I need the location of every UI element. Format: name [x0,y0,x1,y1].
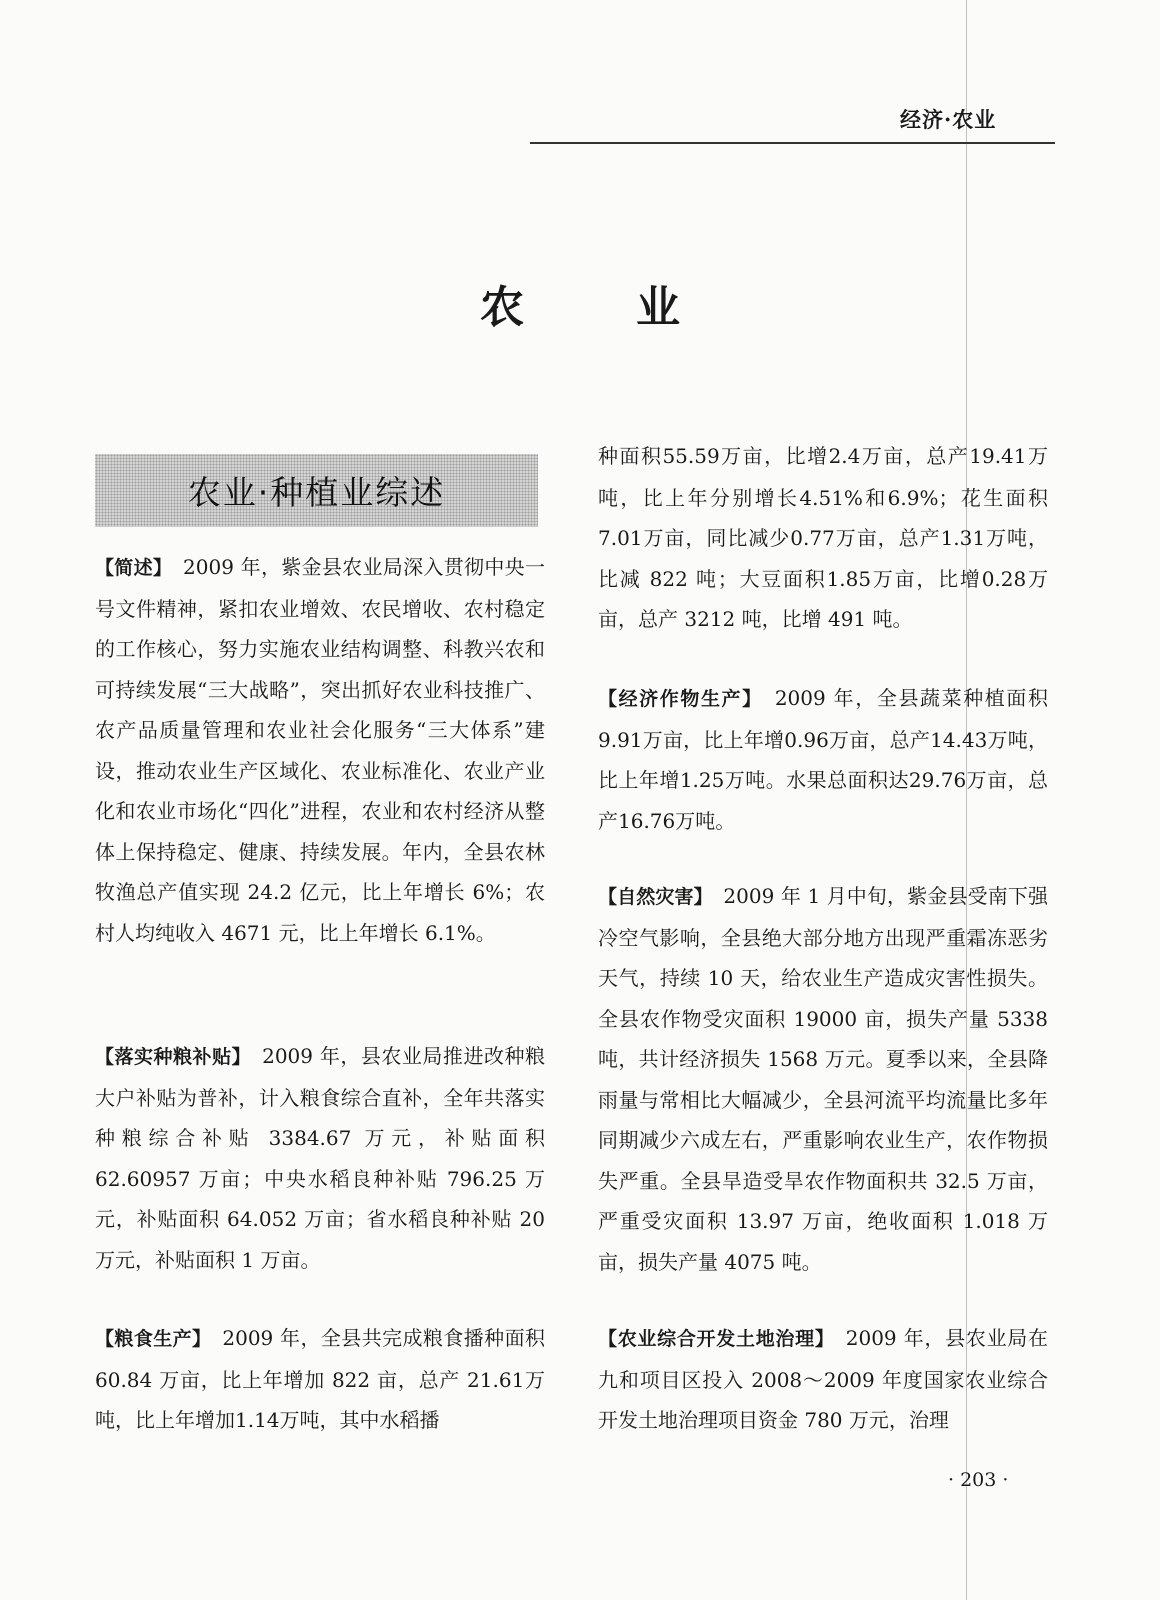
paragraph-cash-crops [598,678,1048,841]
paragraph-text: 2009 年，县农业局在九和项目区投入 2008～2009 年度国家农业综合开发土地治理项目资金 780 万元，治理 [598,1326,1048,1432]
page-title: 农业 [480,282,680,333]
section-title-box [95,454,538,527]
paragraph-grain-production [95,1318,545,1441]
paragraph-text: 2009 年，县农业局推进改种粮大户补贴为普补，计入粮食综合直补，全年共落实种粮综合补贴 3384.67 万元，补贴面积 62.60957 万亩；中央水稻良种补贴 796.25 万元，补贴面积 64.052 万亩；省水稻良种补贴 20 万元，补贴面积 1 万亩。 [95,1044,545,1272]
paragraph-text: 2009 年 1 月中旬，紫金县受南下强冷空气影响，全县绝大部分地方出现严重霜冻恶劣天气，持续 10 天，给农业生产造成灾害性损失。全县农作物受灾面积 19000 亩，损失产量 5338 吨，共计经济损失 1568 万元。夏季以来，全县降雨量与常相比大幅减少，全县河流平均流量比多年同期减少六成左右，严重影响农业生产，农作物损失严重。全县旱造受旱农作物面积共 32.5 万亩，严重受灾面积 13.97 万亩，绝收面积 1.018 万亩，损失产量 4075 吨。 [598,884,1048,1274]
paragraph-text: 2009 年，全县蔬菜种植面积9.91万亩，比上年增0.96万亩，总产14.43万吨，比上年增1.25万吨。水果总面积达29.76万亩，总产16.76万吨。 [598,686,1048,833]
paragraph-land-development [598,1318,1048,1441]
paragraph-heading: 【经济作物生产】 [598,688,754,710]
header-rule [530,142,1055,144]
paragraph-heading: 【落实种粮补贴】 [95,1046,242,1068]
paragraph-natural-disaster [598,876,1048,1282]
paragraph-text: 2009 年，紫金县农业局深入贯彻中央一号文件精神，紧扣农业增效、农民增收、农村稳定的工作核心，努力实施农业结构调整、科教兴农和可持续发展“三大战略”，突出抓好农业科技推广、农产品质量管理和农业社会化服务“三大体系”建设，推动农业生产区域化、农业标准化、农业产业化和农业市场化“四化”进程，农业和农村经济从整体上保持稳定、健康、持续发展。年内，全县农林牧渔总产值实现 24.2 亿元，比上年增长 6%；农村人均纯收入 4671 元，比上年增长 6.1%。 [95,555,545,945]
paragraph-heading: 【粮食生产】 [95,1328,202,1350]
paragraph-text: 种面积55.59万亩，比增2.4万亩，总产19.41万吨，比上年分别增长4.51%和6.9%；花生面积7.01万亩，同比减少0.77万亩，总产1.31万吨，比减 822 吨；大豆面积1.85万亩，比增0.28万亩，总产 3212 吨，比增 491 吨。 [598,444,1048,631]
running-header: 经济·农业 [900,107,997,132]
paragraph-heading: 【自然灾害】 [598,886,704,908]
section-title: 农业·种植业综述 [187,473,446,512]
paragraph-text: 2009 年，全县共完成粮食播种面积 60.84 万亩，比上年增加 822 亩，总产 21.61万吨，比上年增加1.14万吨，其中水稻播 [95,1326,545,1432]
page-number: · 203 · [948,1469,1009,1491]
paragraph-heading: 【农业综合开发土地治理】 [598,1328,826,1350]
paragraph-grain-continued [598,436,1048,640]
paragraph-grain-subsidy [95,1036,545,1280]
paragraph-overview [95,547,545,953]
paragraph-heading: 【简述】 [95,557,163,579]
